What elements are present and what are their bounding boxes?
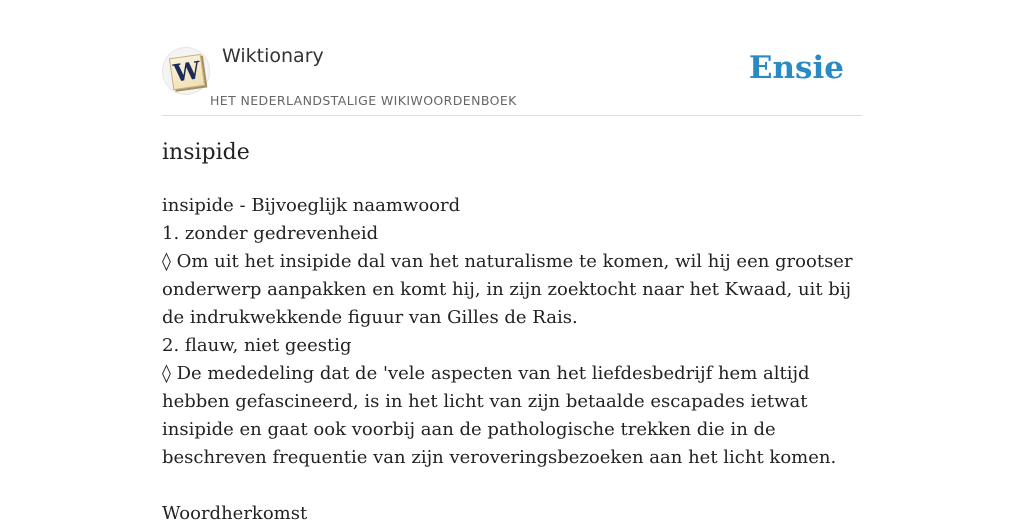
section-heading-etymology: Woordherkomst bbox=[162, 503, 308, 524]
site-title[interactable]: Wiktionary bbox=[222, 45, 324, 67]
ensie-brand-logo[interactable]: Ensie bbox=[748, 50, 844, 86]
sense-example: ◊ De mededeling dat de 'vele aspecten van het liefdesbedrijf hem altijd hebben gefascineerd, is in het licht van zijn betaalde escapades ietwat insipide en gaat ook voorbij aan de pathologische trekken die in de beschreven frequentie van zijn veroveringsbezoeken aan het licht komen. bbox=[162, 363, 837, 468]
site-header bbox=[162, 0, 862, 116]
site-subtitle: HET NEDERLANDSTALIGE WIKIWOORDENBOEK bbox=[210, 93, 517, 108]
page bbox=[162, 0, 862, 524]
entry-content bbox=[162, 192, 862, 528]
header-divider bbox=[162, 115, 862, 116]
section-gap bbox=[162, 472, 862, 500]
sense-definition: 2. flauw, niet geestig bbox=[162, 335, 352, 356]
sense-example: ◊ Om uit het insipide dal van het naturalisme te komen, wil hij een grootser onderwerp aanpakken en komt hij, in zijn zoektocht naar het Kwaad, uit bij de indrukwekkende figuur van Gilles de Rais. bbox=[162, 251, 853, 328]
logo-tile-icon: W bbox=[169, 54, 205, 90]
wiktionary-logo[interactable] bbox=[162, 47, 210, 95]
entry-heading-line: insipide - Bijvoeglijk naamwoord bbox=[162, 195, 461, 216]
sense-definition: 1. zonder gedrevenheid bbox=[162, 223, 379, 244]
page-title: insipide bbox=[162, 140, 250, 165]
